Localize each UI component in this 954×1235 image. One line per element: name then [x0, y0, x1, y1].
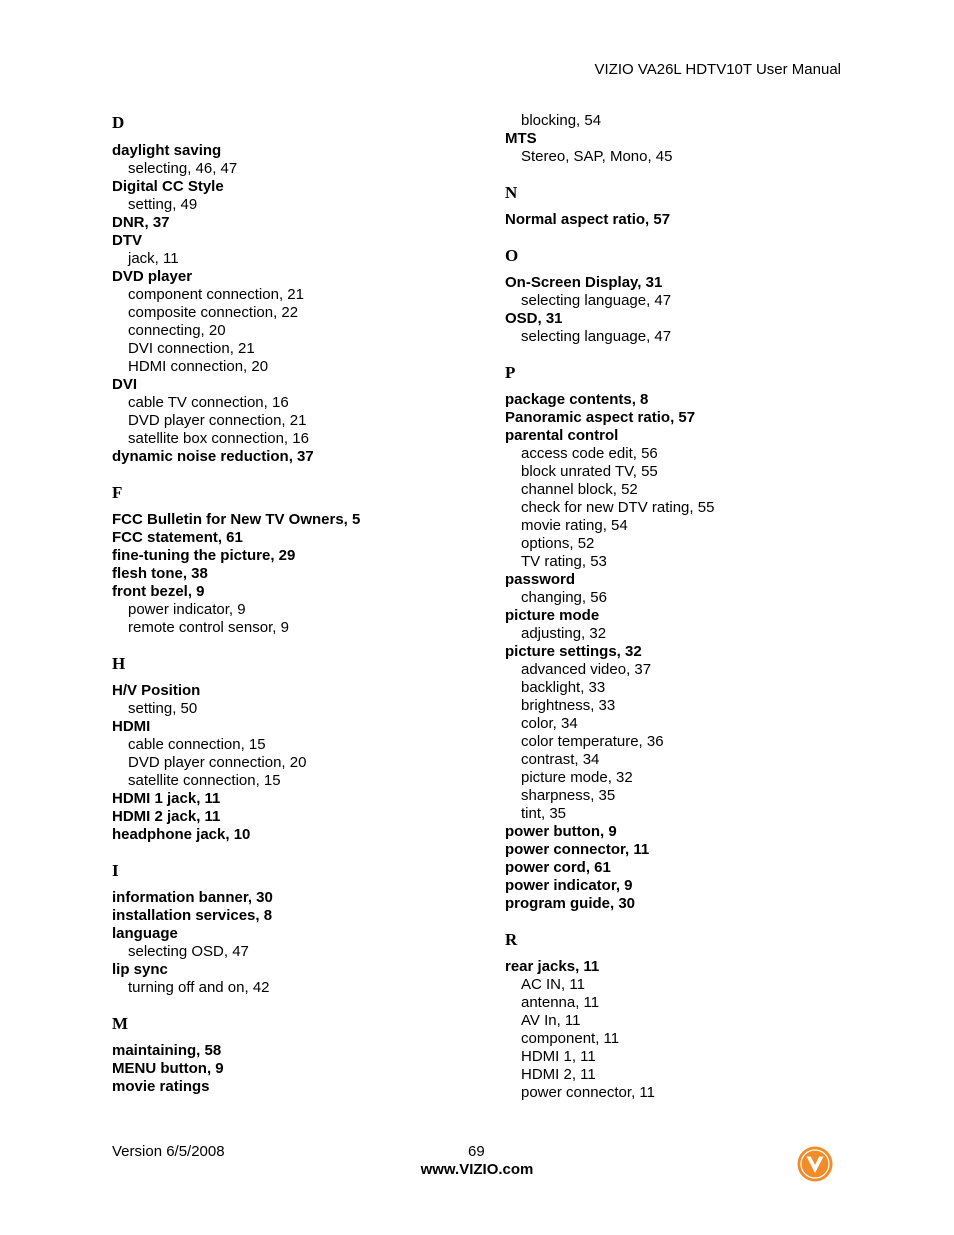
index-entry: DVD player: [112, 268, 193, 285]
index-entry: FCC statement, 61: [112, 529, 243, 546]
index-subentry: selecting, 46, 47: [128, 160, 238, 177]
index-entry: fine-tuning the picture, 29: [112, 547, 296, 564]
index-subentry: channel block, 52: [521, 481, 638, 498]
index-subentry: AV In, 11: [521, 1012, 581, 1029]
index-column-right: [505, 112, 885, 1102]
index-subentry: DVD player connection, 20: [128, 754, 307, 771]
index-subentry: backlight, 33: [521, 679, 606, 696]
page-number: 69: [468, 1143, 485, 1160]
index-subentry: contrast, 34: [521, 751, 600, 768]
index-subentry: remote control sensor, 9: [128, 619, 289, 636]
index-subentry: turning off and on, 42: [128, 979, 270, 996]
index-section-letter: P: [505, 363, 516, 382]
index-subentry: DVI connection, 21: [128, 340, 255, 357]
index-subentry: picture mode, 32: [521, 769, 633, 786]
index-entry: lip sync: [112, 961, 168, 978]
index-subentry: tint, 35: [521, 805, 567, 822]
index-subentry: satellite box connection, 16: [128, 430, 309, 447]
index-entry: picture mode: [505, 607, 600, 624]
index-entry: FCC Bulletin for New TV Owners, 5: [112, 511, 361, 528]
index-entry: DVI: [112, 376, 138, 393]
index-subentry: cable TV connection, 16: [128, 394, 289, 411]
index-subentry: cable connection, 15: [128, 736, 266, 753]
index-entry: parental control: [505, 427, 619, 444]
index-entry: OSD, 31: [505, 310, 563, 327]
index-section-letter: M: [112, 1014, 129, 1033]
document-header-title: VIZIO VA26L HDTV10T User Manual: [594, 61, 841, 78]
index-entry: information banner, 30: [112, 889, 273, 906]
index-entry: On-Screen Display, 31: [505, 274, 663, 291]
index-entry: front bezel, 9: [112, 583, 205, 600]
index-subentry: access code edit, 56: [521, 445, 658, 462]
index-entry: movie ratings: [112, 1078, 210, 1095]
index-subentry: color, 34: [521, 715, 578, 732]
index-subentry: jack, 11: [128, 250, 179, 267]
index-subentry: component, 11: [521, 1030, 620, 1047]
index-entry: password: [505, 571, 576, 588]
index-entry: power cord, 61: [505, 859, 611, 876]
index-entry: language: [112, 925, 178, 942]
index-subentry: DVD player connection, 21: [128, 412, 307, 429]
index-entry: DTV: [112, 232, 142, 249]
index-entry: HDMI 1 jack, 11: [112, 790, 221, 807]
index-subentry: changing, 56: [521, 589, 607, 606]
index-subentry: blocking, 54: [521, 112, 602, 129]
index-subentry: options, 52: [521, 535, 595, 552]
index-entry: MTS: [505, 130, 537, 147]
index-subentry: HDMI 2, 11: [521, 1066, 596, 1083]
index-entry: rear jacks, 11: [505, 958, 600, 975]
index-entry: HDMI: [112, 718, 151, 735]
index-section-letter: F: [112, 483, 123, 502]
index-entry: flesh tone, 38: [112, 565, 208, 582]
index-entry: daylight saving: [112, 142, 222, 159]
index-section-letter: I: [112, 861, 119, 880]
index-subentry: selecting OSD, 47: [128, 943, 249, 960]
index-section-letter: D: [112, 113, 125, 132]
index-subentry: brightness, 33: [521, 697, 616, 714]
index-subentry: block unrated TV, 55: [521, 463, 658, 480]
index-subentry: AC IN, 11: [521, 976, 585, 993]
index-subentry: adjusting, 32: [521, 625, 607, 642]
index-entry: package contents, 8: [505, 391, 649, 408]
index-entry: H/V Position: [112, 682, 201, 699]
index-section-letter: N: [505, 183, 518, 202]
index-subentry: satellite connection, 15: [128, 772, 281, 789]
index-entry: program guide, 30: [505, 895, 636, 912]
index-subentry: advanced video, 37: [521, 661, 652, 678]
index-subentry: antenna, 11: [521, 994, 600, 1011]
index-entry: Normal aspect ratio, 57: [505, 211, 671, 228]
index-subentry: Stereo, SAP, Mono, 45: [521, 148, 673, 165]
index-subentry: sharpness, 35: [521, 787, 616, 804]
footer-url: www.VIZIO.com: [420, 1161, 534, 1178]
index-entry: power indicator, 9: [505, 877, 633, 894]
index-subentry: movie rating, 54: [521, 517, 628, 534]
index-subentry: setting, 49: [128, 196, 198, 213]
index-subentry: HDMI 1, 11: [521, 1048, 596, 1065]
index-column-left: [112, 112, 492, 1096]
vizio-v-logo-icon: [796, 1145, 834, 1183]
index-entry: Digital CC Style: [112, 178, 224, 195]
index-entry: installation services, 8: [112, 907, 273, 924]
index-entry: MENU button, 9: [112, 1060, 224, 1077]
index-entry: dynamic noise reduction, 37: [112, 448, 314, 465]
index-section-letter: R: [505, 930, 518, 949]
index-entry: power connector, 11: [505, 841, 650, 858]
index-subentry: TV rating, 53: [521, 553, 607, 570]
index-entry: maintaining, 58: [112, 1042, 222, 1059]
index-subentry: HDMI connection, 20: [128, 358, 269, 375]
index-subentry: power indicator, 9: [128, 601, 246, 618]
index-entry: headphone jack, 10: [112, 826, 251, 843]
index-subentry: component connection, 21: [128, 286, 304, 303]
index-subentry: power connector, 11: [521, 1084, 655, 1101]
index-entry: HDMI 2 jack, 11: [112, 808, 221, 825]
index-subentry: color temperature, 36: [521, 733, 664, 750]
index-subentry: setting, 50: [128, 700, 198, 717]
index-entry: power button, 9: [505, 823, 617, 840]
index-subentry: composite connection, 22: [128, 304, 299, 321]
index-subentry: selecting language, 47: [521, 292, 672, 309]
footer-version: Version 6/5/2008: [112, 1143, 225, 1160]
index-subentry: connecting, 20: [128, 322, 226, 339]
index-subentry: check for new DTV rating, 55: [521, 499, 715, 516]
index-subentry: selecting language, 47: [521, 328, 672, 345]
index-section-letter: H: [112, 654, 126, 673]
index-entry: DNR, 37: [112, 214, 170, 231]
index-entry: Panoramic aspect ratio, 57: [505, 409, 696, 426]
index-section-letter: O: [505, 246, 519, 265]
index-entry: picture settings, 32: [505, 643, 642, 660]
